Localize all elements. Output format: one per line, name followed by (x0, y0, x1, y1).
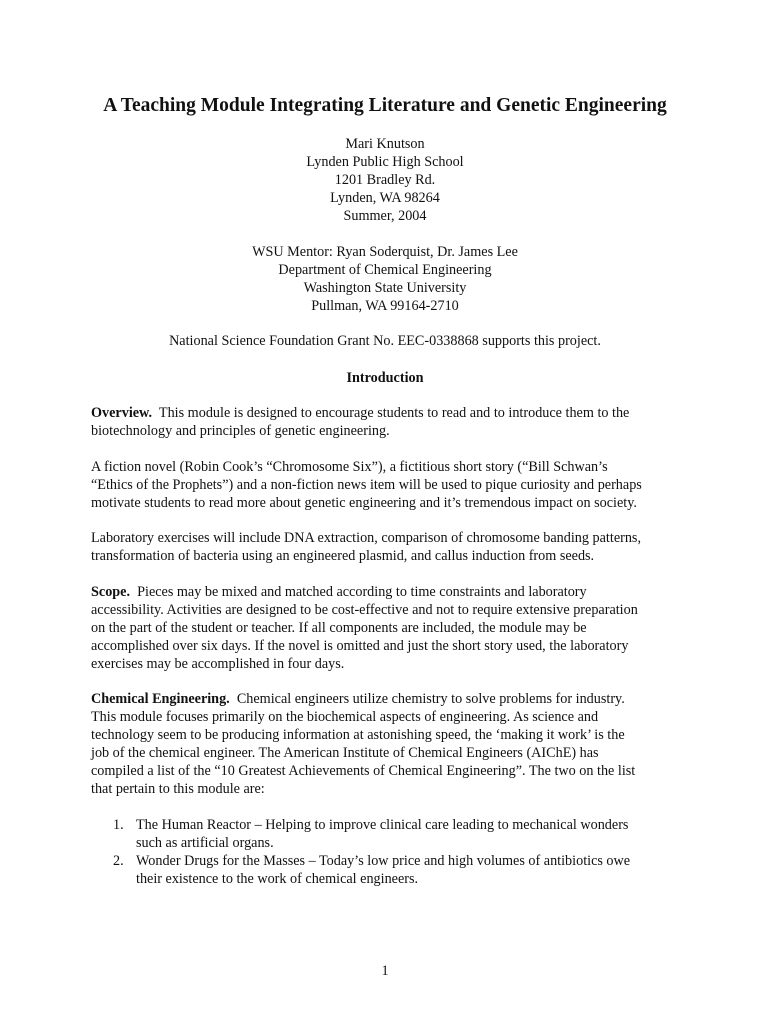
overview-label: Overview. (91, 405, 153, 421)
mentor-block (0, 243, 770, 315)
mentor-department: Department of Chemical Engineering (278, 262, 492, 278)
scope-line: accessibility. Activities are designed to be cost-effective and not to require extensive preparation (91, 602, 638, 618)
author-name: Mari Knutson (345, 136, 425, 152)
list-item-line: their existence to the work of chemical engineers. (136, 871, 419, 887)
mentor-city: Pullman, WA 99164-2710 (311, 298, 459, 314)
introduction-heading: Introduction (346, 370, 424, 386)
document-title: A Teaching Module Integrating Literature and Genetic Engineering (103, 95, 667, 116)
fiction-paragraph (91, 458, 691, 512)
chemical-engineering-line: This module focuses primarily on the biochemical aspects of engineering. As science and (91, 709, 599, 725)
list-item-line: such as artificial organs. (136, 835, 274, 851)
achievements-list (91, 816, 691, 888)
fiction-line: motivate students to read more about genetic engineering and it’s tremendous impact on society. (91, 495, 637, 511)
list-item (91, 816, 691, 852)
overview-paragraph (91, 404, 691, 440)
chemical-engineering-line: Chemical engineers utilize chemistry to solve problems for industry. (229, 691, 625, 707)
chemical-engineering-line: that pertain to this module are: (91, 781, 265, 797)
grant-statement (0, 332, 770, 350)
fiction-line: A fiction novel (Robin Cook’s “Chromosome Six”), a fictitious short story (“Bill Schwan’s (91, 459, 608, 475)
scope-line: exercises may be accomplished in four days. (91, 656, 345, 672)
author-date: Summer, 2004 (343, 208, 427, 224)
list-item-number: 2. (113, 853, 124, 869)
fiction-line: “Ethics of the Prophets”) and a non-fiction news item will be used to pique curiosity and perhaps (91, 477, 642, 493)
list-item-line: Wonder Drugs for the Masses – Today’s low price and high volumes of antibiotics owe (136, 853, 631, 869)
scope-line: on the part of the student or teacher. If all components are included, the module may be (91, 620, 587, 636)
scope-line: Pieces may be mixed and matched according to time constraints and laboratory (130, 584, 587, 600)
lab-line: Laboratory exercises will include DNA extraction, comparison of chromosome banding patterns, (91, 530, 642, 546)
list-item-number: 1. (113, 817, 124, 833)
mentor-names: WSU Mentor: Ryan Soderquist, Dr. James Lee (252, 244, 518, 260)
author-block (0, 135, 770, 225)
author-city: Lynden, WA 98264 (330, 190, 440, 206)
lab-paragraph (91, 529, 691, 565)
page-number: 1 (381, 963, 389, 979)
grant-text: National Science Foundation Grant No. EEC-0338868 supports this project. (169, 333, 601, 349)
list-item (91, 852, 691, 888)
author-street: 1201 Bradley Rd. (334, 172, 436, 188)
chemical-engineering-line: compiled a list of the “10 Greatest Achievements of Chemical Engineering”. The two on the list (91, 763, 636, 779)
chemical-engineering-label: Chemical Engineering. (91, 691, 230, 707)
chemical-engineering-paragraph (91, 690, 691, 798)
list-item-line: The Human Reactor – Helping to improve clinical care leading to mechanical wonders (136, 817, 629, 833)
chemical-engineering-line: job of the chemical engineer. The American Institute of Chemical Engineers (AIChE) has (91, 745, 599, 761)
overview-line: biotechnology and principles of genetic engineering. (91, 423, 390, 439)
mentor-university: Washington State University (303, 280, 467, 296)
scope-paragraph (91, 583, 691, 673)
lab-line: transformation of bacteria using an engineered plasmid, and callus induction from seeds. (91, 548, 595, 564)
chemical-engineering-line: technology seem to be producing information at astonishing speed, the ‘making it work’ is the (91, 727, 625, 743)
overview-line: This module is designed to encourage students to read and to introduce them to the (152, 405, 630, 421)
scope-label: Scope. (91, 584, 131, 600)
author-school: Lynden Public High School (306, 154, 464, 170)
scope-line: accomplished over six days. If the novel is omitted and just the short story used, the laboratory (91, 638, 629, 654)
